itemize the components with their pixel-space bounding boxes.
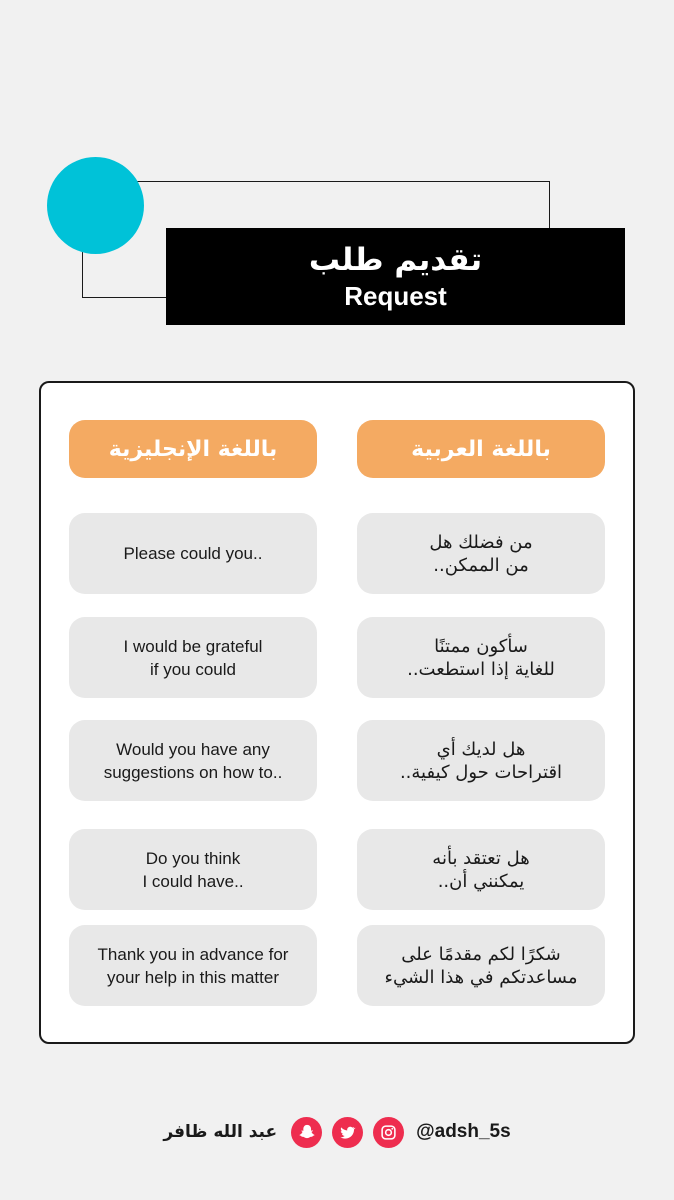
phrase-arabic-1 — [357, 513, 605, 594]
phrase-text: هل لديك أي اقتراحات حول كيفية.. — [399, 738, 563, 783]
phrase-english-1 — [69, 513, 317, 594]
phrase-text: هل تعتقد بأنه يمكنني أن.. — [432, 847, 530, 892]
decorative-circle — [47, 157, 144, 254]
phrase-text: Do you think I could have.. — [142, 848, 244, 891]
phrase-text: سأكون ممتنًا للغاية إذا استطعت.. — [407, 635, 555, 680]
phrase-arabic-5 — [357, 925, 605, 1006]
title-banner — [166, 228, 625, 325]
author-name: عبد الله ظافر — [163, 1122, 278, 1142]
phrase-text: من فضلك هل من الممكن.. — [429, 531, 533, 576]
phrase-text: Please could you.. — [123, 544, 263, 563]
phrases-card — [39, 381, 635, 1044]
twitter-icon[interactable] — [332, 1117, 363, 1148]
arabic-column-label: باللغة العربية — [411, 436, 551, 462]
snapchat-icon[interactable] — [291, 1117, 322, 1148]
phrase-english-4 — [69, 829, 317, 910]
phrase-arabic-3 — [357, 720, 605, 801]
phrase-english-3 — [69, 720, 317, 801]
page-title-arabic: تقديم طلب — [308, 241, 483, 278]
instagram-icon[interactable] — [373, 1117, 404, 1148]
arabic-column-header — [357, 420, 605, 478]
phrase-text: Would you have any suggestions on how to.. — [103, 739, 283, 782]
phrase-text: I would be grateful if you could — [123, 636, 263, 679]
social-handle[interactable]: @adsh_5s — [416, 1121, 511, 1142]
english-column-label: باللغة الإنجليزية — [108, 436, 278, 462]
phrase-text: Thank you in advance for your help in this matter — [97, 944, 289, 987]
phrase-arabic-2 — [357, 617, 605, 698]
english-column-header — [69, 420, 317, 478]
page-title-english: Request — [344, 280, 447, 311]
phrase-english-2 — [69, 617, 317, 698]
phrase-english-5 — [69, 925, 317, 1006]
phrase-arabic-4 — [357, 829, 605, 910]
footer — [0, 1112, 674, 1152]
phrase-text: شكرًا لكم مقدمًا على مساعدتكم في هذا الشيء — [384, 943, 578, 988]
